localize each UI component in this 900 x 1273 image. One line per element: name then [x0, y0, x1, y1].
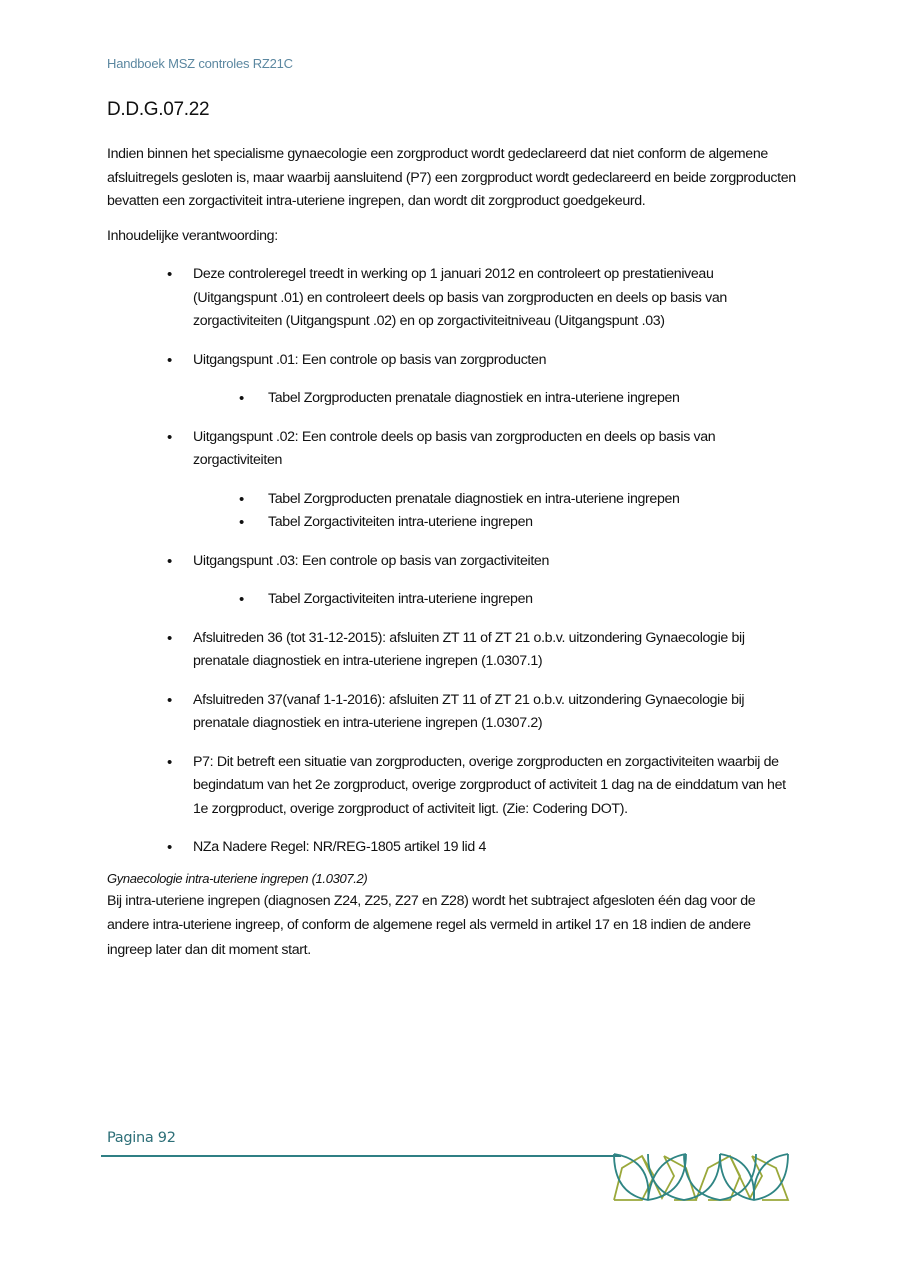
list-item-text: P7: Dit betreft een situatie van zorgproducten, overige zorgproducten en zorgactiviteiten waarbij de begindatum van het 2e zorgproduct, overige zorgproduct of activiteit 1 dag na de einddatum van het 1e zorgproduct, overige zorgproduct of activiteit ligt. (Zie: Codering DOT).: [193, 753, 786, 817]
sub-list-item: • Tabel Zorgactiviteiten intra-uteriene ingrepen: [193, 588, 797, 612]
lead-label: Inhoudelijke verantwoording:: [107, 227, 278, 244]
page-number: Pagina 92: [107, 1130, 176, 1146]
sub-list: [193, 488, 797, 535]
list-item-text: NZa Nadere Regel: NR/REG-1805 artikel 19 lid 4: [193, 839, 487, 855]
bullet-list: [107, 263, 797, 860]
list-item: [107, 689, 797, 736]
sub-list: [193, 588, 797, 612]
list-item: [107, 263, 797, 334]
list-item: [107, 836, 797, 860]
list-item: [107, 426, 797, 535]
list-item-text: Uitgangspunt .01: Een controle op basis van zorgproducten: [193, 351, 547, 368]
list-item-text: Deze controleregel treedt in werking op 1 januari 2012 en controleert op prestatieniveau (Uitgangspunt .01) en controleert deels op basis van zorgproducten en deels op basis van zorgactiviteiten (Uitgangspunt .02) en op zorgactiviteitniveau (Uitgangspunt .03): [193, 266, 727, 329]
closing-paragraph: Bij intra-uteriene ingrepen (diagnosen Z24, Z25, Z27 en Z28) wordt het subtraject afgesloten één dag voor de andere intra-uteriene ingreep, of conform de algemene regel als vermeld in artikel 17 en 18 indien de andere ingreep later dan dit moment start.: [107, 892, 756, 958]
list-item: [107, 349, 797, 411]
list-item-text: Afsluitreden 36 (tot 31-12-2015): afsluiten ZT 11 of ZT 21 o.b.v. uitzondering Gynaecologie bij prenatale diagnostiek en intra-uteriene ingrepen (1.0307.1): [193, 629, 745, 669]
list-item-text: Afsluitreden 37(vanaf 1-1-2016): afsluiten ZT 11 of ZT 21 o.b.v. uitzondering Gynaecologie bij prenatale diagnostiek en intra-uteriene ingrepen (1.0307.2): [193, 691, 745, 731]
subheading: Gynaecologie intra-uteriene ingrepen (1.0307.2): [107, 870, 368, 886]
list-item-text: Uitgangspunt .02: Een controle deels op basis van zorgproducten en deels op basis van zorgactiviteiten: [193, 428, 716, 468]
document-body: [107, 143, 797, 962]
sub-list-item: • Tabel Zorgproducten prenatale diagnostiek en intra-uteriene ingrepen: [193, 488, 797, 512]
list-item: [107, 751, 797, 822]
running-header: Handboek MSZ controles RZ21C: [107, 56, 293, 71]
section-title: D.D.G.07.22: [107, 99, 210, 120]
sub-list-item: • Tabel Zorgactiviteiten intra-uteriene ingrepen: [193, 511, 797, 535]
list-item: [107, 550, 797, 612]
footer-divider: [101, 1155, 621, 1157]
list-item-text: Uitgangspunt .03: Een controle op basis van zorgactiviteiten: [193, 552, 549, 569]
interlaced-arcs-ornament-icon: [612, 1150, 790, 1202]
intro-paragraph: Indien binnen het specialisme gynaecologie een zorgproduct wordt gedeclareerd dat niet conform de algemene afsluitregels gesloten is, maar waarbij aansluitend (P7) een zorgproduct wordt gedeclareerd en beide zorgproducten bevatten een zorgactiviteit intra-uteriene ingrepen, dan wordt dit zorgproduct goedgekeurd.: [107, 146, 796, 209]
sub-list: [193, 387, 797, 411]
sub-list-item: • Tabel Zorgproducten prenatale diagnostiek en intra-uteriene ingrepen: [193, 387, 797, 411]
list-item: [107, 627, 797, 674]
